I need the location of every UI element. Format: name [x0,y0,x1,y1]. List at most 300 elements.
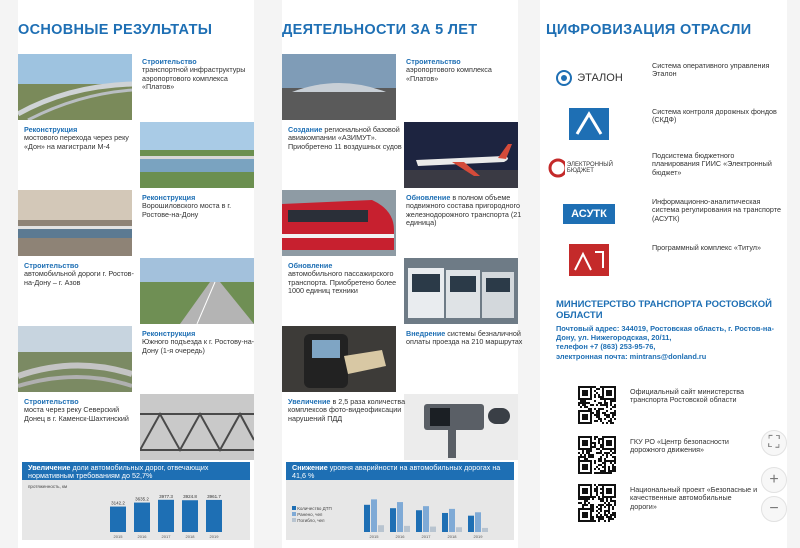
qr-module [614,398,616,400]
qr-module [608,472,610,474]
qr-module [608,398,610,400]
activity-text: Увеличение в 2,5 раза количества комплексов фото-видеофиксации нарушений ПДД [288,397,406,423]
qr-module [590,412,592,414]
qr-module [600,408,602,410]
qr-module [602,488,604,490]
qr-module [578,418,580,420]
qr-module [578,420,580,422]
qr-module [578,396,580,398]
qr-module [586,416,588,418]
column-activity [282,0,523,548]
qr-module [602,462,604,464]
qr-module [608,416,610,418]
qr-module [608,510,610,512]
qr-module [606,498,608,500]
qr-module [614,404,616,406]
qr-module [590,496,592,498]
activity-row [282,394,518,460]
qr-module [582,390,584,392]
buses-image [404,258,518,324]
qr-module [598,394,600,396]
qr-module [602,494,604,496]
qr-module [608,436,610,438]
qr-module [604,400,606,402]
qr-module [604,436,606,438]
result-row [18,190,254,256]
qr-module [592,520,594,522]
qr-module [584,508,586,510]
qr-module [578,492,580,494]
qr-module [590,394,592,396]
qr-module [606,414,608,416]
qr-module [596,492,598,494]
system-row [548,58,783,98]
qr-module [582,504,584,506]
qr-module [580,520,582,522]
qr-module [612,400,614,402]
qr-module [614,514,616,516]
activity-row [282,54,518,120]
system-text: Подсистема бюджетного планирования ГИИС «Электронный бюджет» [652,151,772,177]
qr-module [614,440,616,442]
accident-bar [378,525,384,532]
qr-module [600,396,602,398]
qr-module [590,420,592,422]
qr-module [612,422,614,424]
qr-module [584,422,586,424]
qr-module [582,506,584,508]
qr-module [578,416,580,418]
qr-module [614,448,616,450]
qr-module [610,500,612,502]
qr-module [596,510,598,512]
road-length-value: 3924.8 [183,494,197,500]
qr-module [592,456,594,458]
qr-module [586,448,588,450]
qr-module [592,504,594,506]
qr-module [614,396,616,398]
activity-row [282,258,518,324]
qr-module [604,404,606,406]
qr-module [600,404,602,406]
qr-module [596,436,598,438]
qr-module [586,512,588,514]
qr-module [586,468,588,470]
accident-year: 2017 [421,534,431,539]
qr-module [590,396,592,398]
qr-module [594,484,596,486]
qr-module [606,442,608,444]
qr-module [608,442,610,444]
qr-module [612,416,614,418]
qr-module [596,486,598,488]
qr-module [590,494,592,496]
accident-bar [371,499,377,532]
qr-module [594,390,596,392]
qr-module [596,448,598,450]
qr-module [610,462,612,464]
qr-module [612,508,614,510]
qr-module [596,466,598,468]
qr-module [612,414,614,416]
qr-module [582,466,584,468]
qr-module [600,504,602,506]
qr-module [580,398,582,400]
qr-module [602,388,604,390]
qr-module [602,438,604,440]
qr-module [610,444,612,446]
payment-terminal-image [282,326,396,392]
qr-module [598,504,600,506]
qr-module [610,484,612,486]
qr-module [612,496,614,498]
qr-module [588,450,590,452]
qr-module [614,418,616,420]
qr-module [584,414,586,416]
qr-code-road-safety[interactable] [578,436,616,474]
zoom-in-button[interactable]: + [761,467,787,493]
qr-module [598,438,600,440]
qr-module [612,468,614,470]
zoom-out-button[interactable]: − [761,496,787,522]
qr-module [602,440,604,442]
qr-module [592,506,594,508]
qr-module [594,420,596,422]
qr-module [592,508,594,510]
qr-module [586,484,588,486]
legend-item: Погибло, чел [297,518,325,523]
qr-module [604,386,606,388]
qr-module [606,492,608,494]
qr-module [578,510,580,512]
qr-module [578,512,580,514]
qr-module [602,504,604,506]
qr-module [584,488,586,490]
qr-module [610,472,612,474]
qr-module [612,448,614,450]
qr-module [596,392,598,394]
qr-module [590,456,592,458]
qr-module [614,438,616,440]
qr-module [578,444,580,446]
qr-module [582,488,584,490]
system-row [548,104,783,144]
accidents-caption: Снижение уровня аварийности на автомобильных дорогах на 41,6 % [286,462,514,480]
qr-module [586,386,588,388]
qr-module [612,518,614,520]
qr-module [580,422,582,424]
qr-module [596,388,598,390]
qr-module [604,402,606,404]
qr-module [610,394,612,396]
qr-module [598,520,600,522]
fit-screen-button[interactable]: ⛶ [761,430,787,456]
qr-module [614,488,616,490]
activity-text: Внедрение системы безналичной оплаты проезда на 210 маршрутах [406,329,523,347]
qr-module [592,404,594,406]
qr-module [582,416,584,418]
qr-module [602,390,604,392]
qr-module [614,502,616,504]
qr-module [608,512,610,514]
accident-bar [468,516,474,532]
qr-module [606,456,608,458]
qr-module [578,468,580,470]
qr-module [604,458,606,460]
system-row [548,194,783,234]
qr-module [604,510,606,512]
accident-bar [397,502,403,532]
qr-module [590,386,592,388]
qr-module [578,452,580,454]
qr-module [602,516,604,518]
qr-module [614,496,616,498]
qr-module [602,408,604,410]
qr-module [598,460,600,462]
qr-module [590,464,592,466]
qr-module [586,442,588,444]
qr-module [598,498,600,500]
qr-module [604,502,606,504]
qr-module [584,458,586,460]
qr-module [598,388,600,390]
qr-module [586,520,588,522]
qr-module [584,454,586,456]
qr-module [594,462,596,464]
qr-module [596,514,598,516]
qr-module [584,456,586,458]
result-text: Строительство автомобильной дороги г. Ростов-на-Дону – г. Азов [24,261,134,287]
qr-module [614,470,616,472]
qr-module [590,516,592,518]
azov-road-image [140,258,254,324]
qr-module [590,418,592,420]
qr-module [602,422,604,424]
accident-bar [364,505,370,532]
qr-module [586,444,588,446]
qr-module [610,392,612,394]
qr-module [578,462,580,464]
accident-bar [482,528,488,532]
qr-module [608,488,610,490]
qr-module [604,514,606,516]
qr-module [586,492,588,494]
qr-module [610,404,612,406]
qr-module [602,442,604,444]
qr-module [608,470,610,472]
qr-module [594,460,596,462]
qr-module [584,502,586,504]
qr-module [580,448,582,450]
qr-module [588,422,590,424]
qr-module [578,394,580,396]
qr-module [590,410,592,412]
qr-module [584,484,586,486]
qr-module [602,496,604,498]
qr-module [578,392,580,394]
qr-module [602,518,604,520]
qr-module [590,512,592,514]
qr-module [578,484,580,486]
qr-module [604,496,606,498]
qr-module [596,452,598,454]
result-text: Реконструкция мостового перехода через реку «Дон» на магистрали М-4 [24,125,129,151]
qr-module [600,386,602,388]
qr-module [582,514,584,516]
qr-module [610,436,612,438]
qr-module [578,494,580,496]
qr-module [612,466,614,468]
qr-module [606,440,608,442]
qr-module [586,500,588,502]
qr-module [582,394,584,396]
qr-module [614,468,616,470]
activity-row [282,122,518,188]
qr-module [602,436,604,438]
qr-module [590,514,592,516]
accident-bar [416,510,422,532]
accident-year: 2016 [395,534,405,539]
result-row [18,258,254,324]
qr-module [602,448,604,450]
qr-module [596,416,598,418]
qr-module [582,484,584,486]
qr-module [590,414,592,416]
qr-module [582,392,584,394]
qr-module [584,514,586,516]
qr-code-ministry[interactable] [578,386,616,424]
qr-module [592,498,594,500]
qr-module [614,388,616,390]
qr-module [588,452,590,454]
qr-module [590,450,592,452]
qr-module [584,466,586,468]
qr-module [600,488,602,490]
qr-module [590,488,592,490]
qr-module [590,388,592,390]
qr-module [600,464,602,466]
qr-module [610,496,612,498]
qr-module [586,402,588,404]
qr-module [600,510,602,512]
qr-module [604,412,606,414]
qr-module [606,490,608,492]
legend-item: Ранено, чел [297,512,323,517]
voroshilovsky-bridge-image [18,190,132,256]
qr-module [582,452,584,454]
accident-year: 2015 [369,534,379,539]
qr-module [592,510,594,512]
qr-module [596,494,598,496]
qr-module [588,472,590,474]
qr-module [600,418,602,420]
qr-code-national-project[interactable] [578,484,616,522]
qr-module [594,386,596,388]
accidents-chart [286,482,514,540]
qr-module [608,448,610,450]
traffic-camera-image [404,394,518,460]
qr-module [608,466,610,468]
qr-module [584,402,586,404]
qr-module [608,508,610,510]
qr-module [610,418,612,420]
qr-module [590,504,592,506]
qr-module [608,490,610,492]
qr-module [600,438,602,440]
qr-module [606,436,608,438]
qr-module [602,498,604,500]
result-text: Реконструкция Южного подъезда к г. Ростову-на-Дону (1-я очередь) [142,329,255,355]
qr-module [584,464,586,466]
qr-module [586,514,588,516]
qr-module [584,490,586,492]
qr-module [582,448,584,450]
qr-module [606,410,608,412]
system-row [548,148,783,188]
qr-module [602,446,604,448]
qr-module [586,452,588,454]
qr-module [602,486,604,488]
road-length-bar [182,500,198,532]
qr-module [580,410,582,412]
qr-module [584,442,586,444]
qr-module [584,492,586,494]
qr-module [586,418,588,420]
qr-module [584,504,586,506]
qr-module [596,412,598,414]
e-budget-logo: ЭЛЕКТРОННЫЙ БЮДЖЕТ [548,148,630,188]
qr-module [578,486,580,488]
qr-module [614,392,616,394]
result-text: Строительство транспортной инфраструктуры аэропортового комплекса «Платов» [142,57,246,92]
qr-module [612,464,614,466]
column-main-results [18,0,254,548]
qr-module [612,436,614,438]
qr-module [600,498,602,500]
qr-module [614,484,616,486]
qr-module [614,462,616,464]
etalon-icon [555,69,573,87]
qr-module [610,422,612,424]
qr-module [606,398,608,400]
qr-module [610,400,612,402]
qr-module [598,410,600,412]
qr-module [604,468,606,470]
qr-module [580,400,582,402]
qr-module [610,442,612,444]
qr-module [610,408,612,410]
qr-module [586,436,588,438]
etalon-logo: ЭТАЛОН [548,58,630,98]
qr-module [590,506,592,508]
skdf-icon [569,108,609,140]
qr-module [586,466,588,468]
qr-module [590,416,592,418]
result-row [18,326,254,392]
qr-module [584,444,586,446]
qr-module [610,460,612,462]
qr-module [584,500,586,502]
qr-module [612,512,614,514]
qr-module [584,440,586,442]
qr-module [586,422,588,424]
qr-module [606,504,608,506]
qr-module [582,418,584,420]
qr-module [608,468,610,470]
qr-module [584,460,586,462]
qr-module [600,472,602,474]
qr-module [578,404,580,406]
